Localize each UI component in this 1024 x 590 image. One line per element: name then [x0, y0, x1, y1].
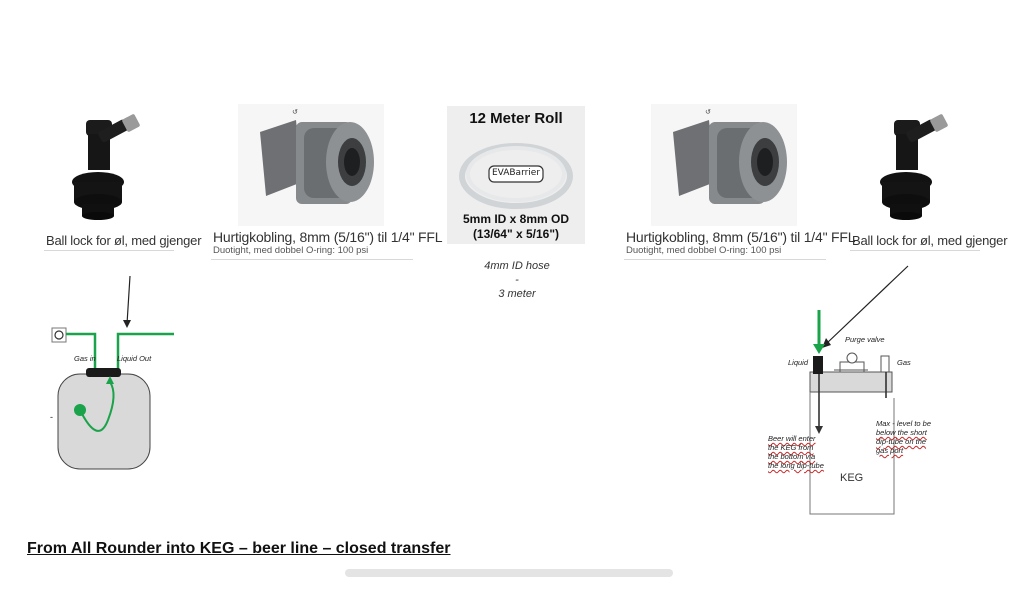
gas-in-label: Gas in — [74, 354, 96, 363]
horizontal-scrollbar[interactable] — [345, 569, 673, 577]
beer-note-line: Beer will enter — [768, 434, 816, 443]
hose-note-meter: 3 meter — [498, 288, 536, 300]
divider — [44, 250, 174, 251]
purge-valve-label: Purge valve — [845, 335, 885, 344]
hose-brand: EVABarrier — [491, 168, 541, 178]
svg-text:↺: ↺ — [292, 108, 298, 116]
max-note-line: below the short — [876, 428, 927, 437]
ball-lock-right-label: Ball lock for øl, med gjenger — [852, 233, 1008, 248]
coupling-left — [238, 104, 384, 231]
hose-note-dash: - — [515, 274, 519, 286]
liquid-label: Liquid — [788, 358, 809, 367]
max-note-line: Max - level to be — [876, 419, 932, 428]
ball-lock-right — [868, 112, 948, 227]
hose-spec-line1: 5mm ID x 8mm OD — [462, 212, 570, 226]
pointer-arrow — [127, 276, 130, 324]
hose-title: 12 Meter Roll — [469, 110, 563, 127]
duotight-coupling-icon — [651, 104, 797, 226]
dash-mark: - — [50, 412, 53, 422]
divider — [211, 259, 413, 260]
duotight-coupling-icon — [238, 104, 384, 226]
max-note-line: dip-tube on the — [876, 437, 927, 446]
vessel-lid — [86, 368, 121, 377]
coupling-right-sub: Duotight, med dobbel O-ring: 100 psi — [626, 245, 782, 256]
ball-lock-fitting-icon — [60, 112, 140, 222]
ball-lock-left-label: Ball lock for øl, med gjenger — [46, 233, 202, 248]
keg-lid — [810, 372, 892, 392]
beer-note-line: the long dip-tube — [768, 461, 824, 470]
divider — [624, 259, 826, 260]
divider — [850, 250, 980, 251]
beer-entry-note — [768, 434, 824, 470]
gas-label: Gas — [897, 358, 911, 367]
coupling-right — [651, 104, 797, 231]
keg-label: KEG — [840, 472, 864, 484]
vessel-body — [58, 374, 150, 469]
liquid-post — [813, 356, 823, 374]
page-title: From All Rounder into KEG – beer line – closed transfer — [27, 540, 451, 557]
ball-lock-left — [60, 112, 140, 227]
green-arrowhead — [813, 344, 825, 354]
coupling-left-label: Hurtigkobling, 8mm (5/16") til 1/4" FFL — [213, 229, 443, 245]
hose-spec-line2: (13/64" x 5/16") — [472, 227, 560, 241]
svg-text:↺: ↺ — [705, 108, 711, 116]
pointer-arrowhead — [123, 320, 131, 328]
beer-note-line: the bottom via — [768, 452, 816, 461]
ball-lock-fitting-icon — [868, 112, 948, 222]
gas-line — [66, 334, 95, 370]
max-level-note — [876, 419, 931, 455]
pointer-arrow — [826, 266, 908, 344]
liquid-line — [118, 334, 174, 370]
liquid-out-label: Liquid Out — [117, 354, 152, 363]
beer-note-line: the KEG from — [768, 443, 814, 452]
coupling-right-label: Hurtigkobling, 8mm (5/16") til 1/4" FFL — [626, 229, 856, 245]
gas-post — [881, 356, 889, 372]
all-rounder-diagram — [40, 270, 190, 480]
max-note-line: gas port — [876, 446, 904, 455]
coupling-left-sub: Duotight, med dobbel O-ring: 100 psi — [213, 245, 369, 256]
hose-note-length: 4mm ID hose — [484, 260, 550, 272]
purge-valve-ring — [847, 353, 857, 363]
hose-card — [447, 106, 585, 244]
